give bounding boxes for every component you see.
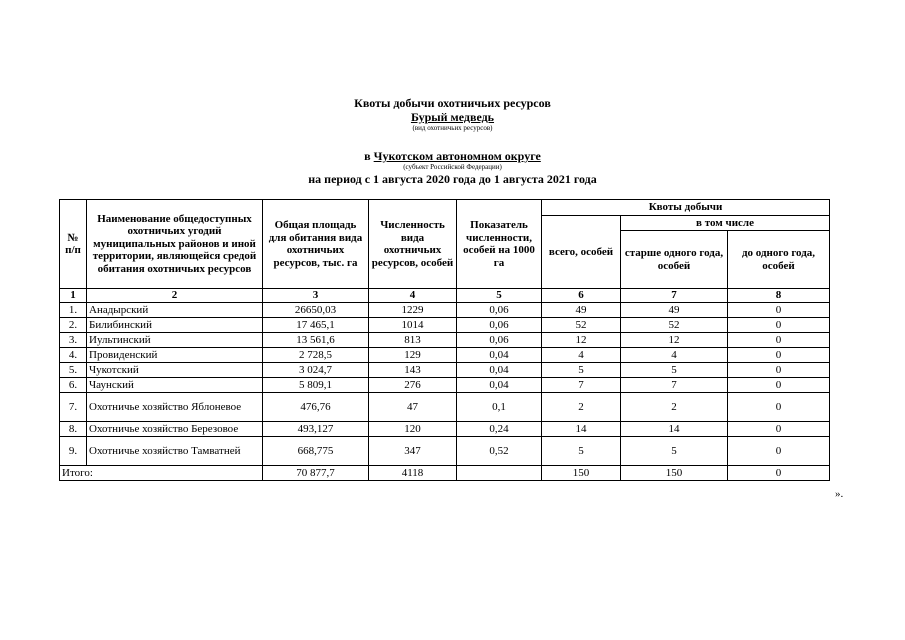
cell-area: 26650,03 <box>263 303 369 318</box>
cell-name: Охотничье хозяйство Березовое <box>87 422 263 437</box>
total-population: 4118 <box>369 466 457 481</box>
cell-area: 3 024,7 <box>263 363 369 378</box>
col-header-total: всего, особей <box>542 216 621 289</box>
cell-area: 13 561,6 <box>263 333 369 348</box>
cell-name: Анадырский <box>87 303 263 318</box>
cell-no: 5. <box>60 363 87 378</box>
cell-no: 7. <box>60 393 87 422</box>
cell-total: 4 <box>542 348 621 363</box>
cell-no: 9. <box>60 437 87 466</box>
document-title: Квоты добычи охотничьих ресурсов <box>354 96 551 110</box>
cell-population: 47 <box>369 393 457 422</box>
cell-area: 668,775 <box>263 437 369 466</box>
cell-younger: 0 <box>728 318 830 333</box>
col-header-density: Показатель численности, особей на 1000 га <box>457 200 542 289</box>
cell-name: Чукотский <box>87 363 263 378</box>
cell-younger: 0 <box>728 303 830 318</box>
region-caption: (субъект Российской Федерации) <box>403 163 502 171</box>
cell-population: 347 <box>369 437 457 466</box>
cell-older: 12 <box>621 333 728 348</box>
period-line: на период с 1 августа 2020 года до 1 августа 2021 года <box>308 172 597 186</box>
cell-population: 143 <box>369 363 457 378</box>
region-name: Чукотском автономном округе <box>373 149 541 163</box>
col-number: 2 <box>87 289 263 303</box>
cell-older: 5 <box>621 437 728 466</box>
cell-no: 1. <box>60 303 87 318</box>
cell-population: 813 <box>369 333 457 348</box>
cell-density: 0,24 <box>457 422 542 437</box>
cell-younger: 0 <box>728 378 830 393</box>
cell-younger: 0 <box>728 393 830 422</box>
cell-total: 7 <box>542 378 621 393</box>
cell-total: 49 <box>542 303 621 318</box>
total-density <box>457 466 542 481</box>
table-row <box>60 318 830 333</box>
col-header-area: Общая площадь для обитания вида охотничьих ресурсов, тыс. га <box>263 200 369 289</box>
table-row <box>60 422 830 437</box>
cell-name: Иультинский <box>87 333 263 348</box>
table-row <box>60 378 830 393</box>
cell-no: 3. <box>60 333 87 348</box>
cell-older: 4 <box>621 348 728 363</box>
cell-density: 0,04 <box>457 363 542 378</box>
col-header-younger: до одного года, особей <box>728 231 830 289</box>
cell-older: 2 <box>621 393 728 422</box>
col-header-quota-group: Квоты добычи <box>542 200 830 216</box>
species-name: Бурый медведь <box>410 110 495 124</box>
cell-no: 4. <box>60 348 87 363</box>
region-prefix: в <box>364 149 374 163</box>
cell-density: 0,06 <box>457 333 542 348</box>
cell-name: Охотничье хозяйство Тамватней <box>87 437 263 466</box>
cell-total: 5 <box>542 363 621 378</box>
cell-density: 0,52 <box>457 437 542 466</box>
cell-population: 1014 <box>369 318 457 333</box>
cell-no: 2. <box>60 318 87 333</box>
cell-area: 493,127 <box>263 422 369 437</box>
cell-density: 0,06 <box>457 318 542 333</box>
cell-no: 8. <box>60 422 87 437</box>
cell-name: Провиденский <box>87 348 263 363</box>
closing-quote-mark: ». <box>835 488 844 500</box>
cell-older: 52 <box>621 318 728 333</box>
cell-area: 5 809,1 <box>263 378 369 393</box>
cell-younger: 0 <box>728 333 830 348</box>
cell-population: 129 <box>369 348 457 363</box>
cell-population: 120 <box>369 422 457 437</box>
cell-older: 49 <box>621 303 728 318</box>
cell-no: 6. <box>60 378 87 393</box>
col-number: 4 <box>369 289 457 303</box>
col-number: 5 <box>457 289 542 303</box>
col-number: 7 <box>621 289 728 303</box>
cell-population: 276 <box>369 378 457 393</box>
region-line <box>0 149 905 164</box>
cell-name: Билибинский <box>87 318 263 333</box>
table-row <box>60 348 830 363</box>
total-quota: 150 <box>542 466 621 481</box>
table-total-row <box>60 466 830 481</box>
cell-total: 52 <box>542 318 621 333</box>
cell-total: 5 <box>542 437 621 466</box>
total-label: Итого: <box>60 466 263 481</box>
cell-area: 476,76 <box>263 393 369 422</box>
col-header-older: старше одного года, особей <box>621 231 728 289</box>
cell-area: 17 465,1 <box>263 318 369 333</box>
col-number: 6 <box>542 289 621 303</box>
cell-younger: 0 <box>728 348 830 363</box>
col-header-name: Наименование общедоступных охотничьих угодий муниципальных районов и иной территории, являющейся средой обитания охотничьих ресурсов <box>87 200 263 289</box>
total-older: 150 <box>621 466 728 481</box>
cell-density: 0,06 <box>457 303 542 318</box>
total-area: 70 877,7 <box>263 466 369 481</box>
cell-older: 14 <box>621 422 728 437</box>
col-header-no: № п/п <box>60 200 87 289</box>
cell-density: 0,04 <box>457 348 542 363</box>
cell-older: 5 <box>621 363 728 378</box>
cell-total: 14 <box>542 422 621 437</box>
cell-area: 2 728,5 <box>263 348 369 363</box>
species-caption: (вид охотничьих ресурсов) <box>412 124 493 132</box>
cell-name: Чаунский <box>87 378 263 393</box>
quota-table <box>59 199 830 481</box>
cell-density: 0,04 <box>457 378 542 393</box>
total-younger: 0 <box>728 466 830 481</box>
cell-density: 0,1 <box>457 393 542 422</box>
table-row <box>60 303 830 318</box>
cell-younger: 0 <box>728 437 830 466</box>
table-row <box>60 363 830 378</box>
cell-older: 7 <box>621 378 728 393</box>
cell-total: 12 <box>542 333 621 348</box>
cell-name: Охотничье хозяйство Яблоневое <box>87 393 263 422</box>
cell-younger: 0 <box>728 422 830 437</box>
col-header-population: Численность вида охотничьих ресурсов, особей <box>369 200 457 289</box>
col-number: 3 <box>263 289 369 303</box>
col-number: 1 <box>60 289 87 303</box>
col-header-including: в том числе <box>621 216 830 231</box>
cell-total: 2 <box>542 393 621 422</box>
col-number: 8 <box>728 289 830 303</box>
table-row <box>60 333 830 348</box>
cell-population: 1229 <box>369 303 457 318</box>
table-row <box>60 437 830 466</box>
table-row <box>60 393 830 422</box>
cell-younger: 0 <box>728 363 830 378</box>
